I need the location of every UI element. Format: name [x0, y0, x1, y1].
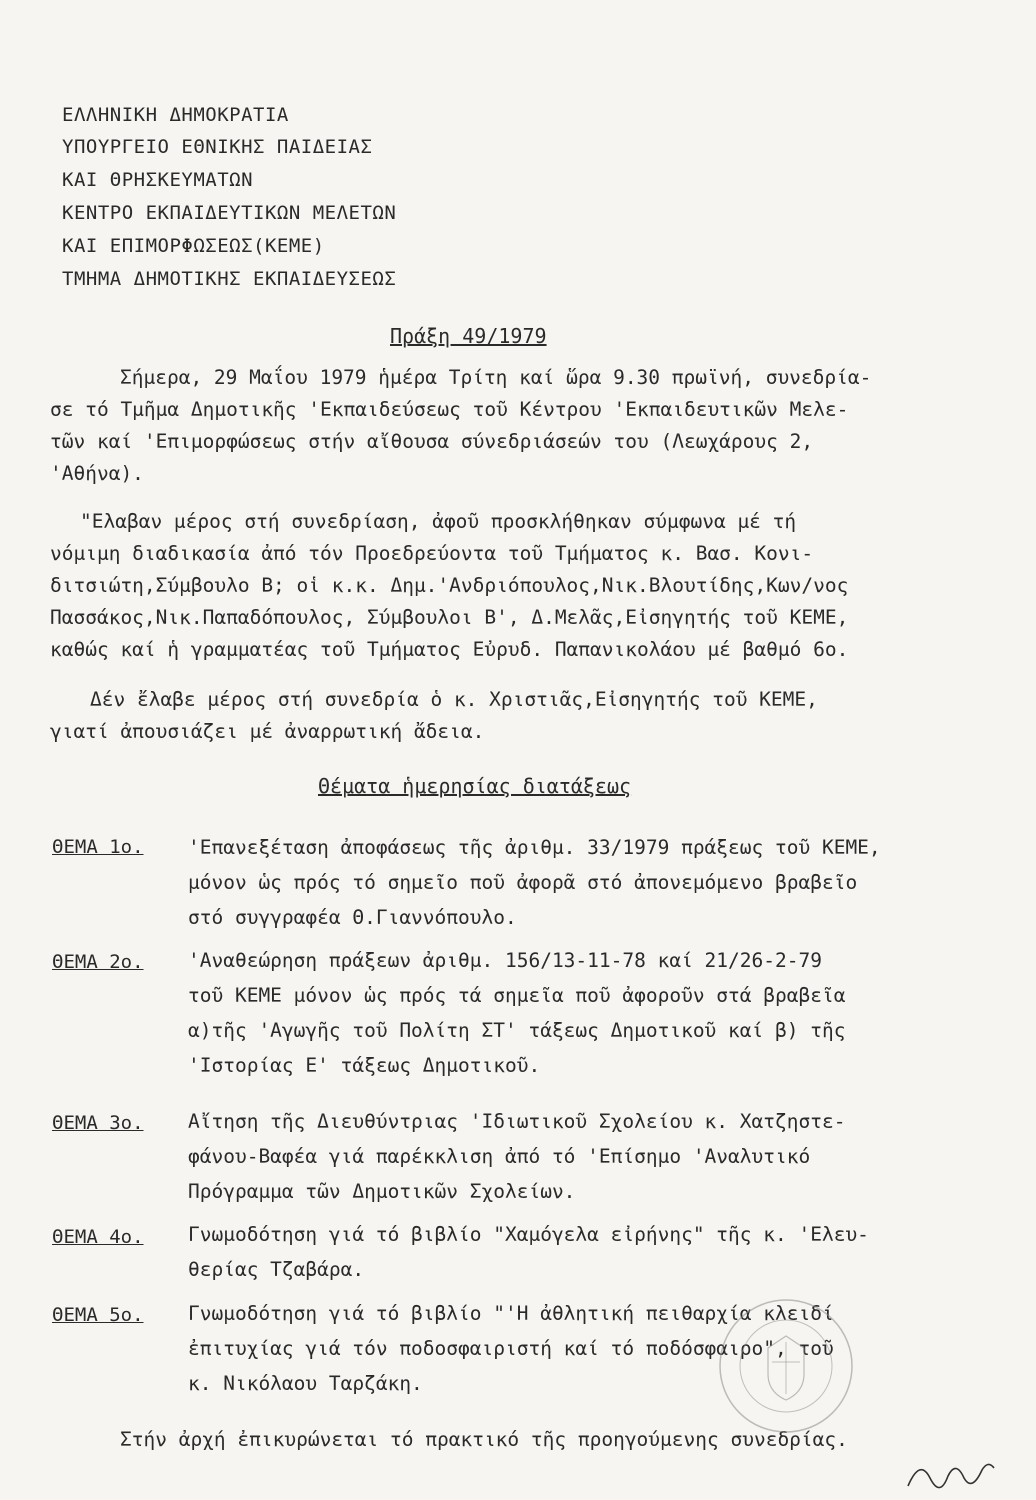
absence-line-1: Δέν ἔλαβε μέρος στή συνεδρία ὁ κ. Χριστιᾶς,Εἰσηγητής τοῦ ΚΕΜΕ,: [90, 688, 818, 711]
topic-line: μόνον ὡς πρός τό σημεῖο ποῦ ἀφορᾶ στό ἀπονεμόμενο βραβεῖο: [188, 871, 858, 894]
topic-label: ΘΕΜΑ 4ο.: [52, 1226, 144, 1248]
topic-line: 'Επανεξέταση ἀποφάσεως τῆς ἀριθμ. 33/1979 πράξεως τοῦ ΚΕΜΕ,: [188, 836, 881, 859]
signature-icon: [900, 1448, 1000, 1498]
topic-line: Πρόγραμμα τῶν Δημοτικῶν Σχολείων.: [188, 1180, 576, 1203]
participants-paragraph: [50, 506, 1030, 666]
topic-line: α)τῆς 'Αγωγῆς τοῦ Πολίτη ΣΤ' τάξεως Δημοτικοῦ καί β) τῆς: [188, 1019, 846, 1042]
topic-line: Αἴτηση τῆς Διευθύντριας 'Ιδιωτικοῦ Σχολείου κ. Χατζηστε-: [188, 1110, 846, 1133]
topic-text: [188, 1104, 845, 1209]
participants-line-5: καθώς καί ἡ γραμματέας τοῦ Τμήματος Εὐρυδ. Παπανικολάου μέ βαθμό 6ο.: [50, 638, 849, 661]
header-line-5: ΚΑΙ ΕΠΙΜΟΡΦΩΣΕΩΣ(ΚΕΜΕ): [62, 235, 325, 257]
header-line-2: ΥΠΟΥΡΓΕΙΟ ΕΘΝΙΚΗΣ ΠΑΙΔΕΙΑΣ: [62, 136, 373, 158]
intro-paragraph: [50, 362, 1030, 490]
closing-line: Στήν ἀρχή ἐπικυρώνεται τό πρακτικό τῆς προηγούμενης συνεδρίας.: [120, 1428, 848, 1451]
topic-line: φάνου-Βαφέα γιά παρέκκλιση ἀπό τό 'Επίσημο 'Αναλυτικό: [188, 1145, 811, 1168]
topic-line: θερίας Τζαβάρα.: [188, 1258, 365, 1281]
topic-text: [188, 1217, 869, 1287]
topic-label: ΘΕΜΑ 5ο.: [52, 1304, 144, 1326]
participants-line-1: "Ελαβαν μέρος στή συνεδρίαση, ἀφοῦ προσκλήθηκαν σύμφωνα μέ τή: [80, 510, 797, 533]
topic-label: ΘΕΜΑ 1ο.: [52, 836, 144, 858]
official-stamp-icon: [716, 1296, 856, 1436]
topic-text: [188, 943, 845, 1083]
topic-label: ΘΕΜΑ 3ο.: [52, 1112, 144, 1134]
topic-line: στό συγγραφέα Θ.Γιαννόπουλο.: [188, 906, 517, 929]
absence-paragraph: [50, 684, 1030, 748]
topic-line: τοῦ ΚΕΜΕ μόνον ὡς πρός τά σημεῖα ποῦ ἀφοροῦν στά βραβεῖα: [188, 984, 846, 1007]
participants-line-3: διτσιώτη,Σύμβουλο Β; οἱ κ.κ. Δημ.'Ανδριόπουλος,Νικ.Βλουτίδης,Κων/νος: [50, 574, 849, 597]
topic-line: 'Αναθεώρηση πράξεων ἀριθμ. 156/13-11-78 καί 21/26-2-79: [188, 949, 822, 972]
header-line-6: ΤΜΗΜΑ ΔΗΜΟΤΙΚΗΣ ΕΚΠΑΙΔΕΥΣΕΩΣ: [62, 268, 397, 290]
intro-line-1: Σήμερα, 29 Μαΐου 1979 ἡμέρα Τρίτη καί ὥρα 9.30 πρωϊνή, συνεδρία-: [120, 366, 872, 389]
topic-line: Γνωμοδότηση γιά τό βιβλίο "Χαμόγελα εἰρήνης" τῆς κ. 'Ελευ-: [188, 1223, 869, 1246]
header-line-4: ΚΕΝΤΡΟ ΕΚΠΑΙΔΕΥΤΙΚΩΝ ΜΕΛΕΤΩΝ: [62, 202, 397, 224]
topic-line: ἐπιτυχίας γιά τόν ποδοσφαιριστή καί τό ποδόσφαιρο", τοῦ: [188, 1337, 834, 1360]
topic-label: ΘΕΜΑ 2ο.: [52, 951, 144, 973]
participants-line-2: νόμιμη διαδικασία ἀπό τόν Προεδρεύοντα τοῦ Τμήματος κ. Βασ. Κονι-: [50, 542, 814, 565]
absence-line-2: γιατί ἀπουσιάζει μέ ἀναρρωτική ἄδεια.: [50, 720, 485, 743]
agenda-title: Θέματα ἡμερησίας διατάξεως: [318, 774, 632, 798]
participants-line-4: Πασσάκος,Νικ.Παπαδόπουλος, Σύμβουλοι Β', Δ.Μελᾶς,Εἰσηγητής τοῦ ΚΕΜΕ,: [50, 606, 849, 629]
intro-line-4: 'Αθήνα).: [50, 462, 144, 485]
topic-line: 'Ιστορίας Ε' τάξεως Δημοτικοῦ.: [188, 1054, 541, 1077]
topic-line: Γνωμοδότηση γιά τό βιβλίο "'Η ἀθλητική πειθαρχία κλειδί: [188, 1302, 834, 1325]
header-line-1: ΕΛΛΗΝΙΚΗ ΔΗΜΟΚΡΑΤΙΑ: [62, 104, 289, 126]
topic-line: κ. Νικόλαου Ταρζάκη.: [188, 1372, 423, 1395]
document-title: Πράξη 49/1979: [390, 324, 547, 348]
intro-line-3: τῶν καί 'Επιμορφώσεως στήν αἴθουσα σύνεδριάσεών του (Λεωχάρους 2,: [50, 430, 814, 453]
topic-text: [188, 830, 881, 935]
intro-line-2: σε τό Τμῆμα Δημοτικῆς 'Εκπαιδεύσεως τοῦ Κέντρου 'Εκπαιδευτικῶν Μελε-: [50, 398, 849, 421]
header-line-3: ΚΑΙ ΘΡΗΣΚΕΥΜΑΤΩΝ: [62, 169, 254, 191]
